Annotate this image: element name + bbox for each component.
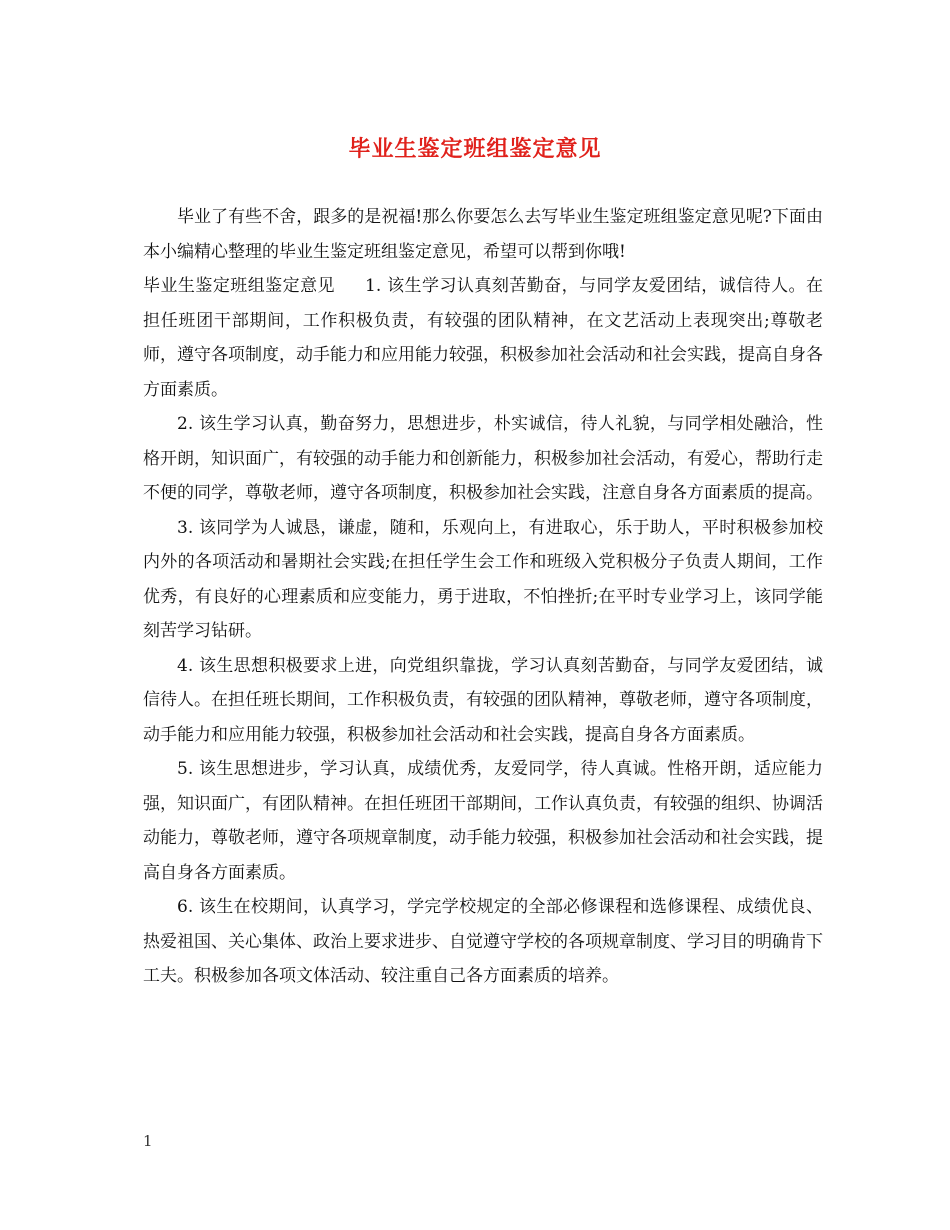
paragraph-6: 6. 该生在校期间，认真学习，学完学校规定的全部必修课程和选修课程、成绩优良、热爱祖国、关心集体、政治上要求进步、自觉遵守学校的各项规章制度、学习目的明确肯下工夫。积极参加各项文体活动、较注重自己各方面素质的培养。 <box>143 897 823 986</box>
intro-paragraph: 毕业了有些不舍，跟多的是祝福!那么你要怎么去写毕业生鉴定班组鉴定意见呢?下面由本小编精心整理的毕业生鉴定班组鉴定意见，希望可以帮到你哦! <box>143 207 823 262</box>
paragraph-2: 2. 该生学习认真，勤奋努力，思想进步，朴实诚信，待人礼貌，与同学相处融洽，性格开朗，知识面广，有较强的动手能力和创新能力，积极参加社会活动，有爱心，帮助行走不便的同学，尊敬老师，遵守各项制度，积极参加社会实践，注意自身各方面素质的提高。 <box>143 414 823 503</box>
page-number: 1 <box>143 1132 153 1150</box>
paragraph-4: 4. 该生思想积极要求上进，向党组织靠拢，学习认真刻苦勤奋，与同学友爱团结，诚信待人。在担任班长期间，工作积极负责，有较强的团队精神，尊敬老师，遵守各项制度，动手能力和应用能力较强，积极参加社会活动和社会实践，提高自身各方面素质。 <box>143 655 823 745</box>
section-label: 毕业生鉴定班组鉴定意见 <box>143 276 336 296</box>
paragraph-5: 5. 该生思想进步，学习认真，成绩优秀，友爱同学，待人真诚。性格开朗，适应能力强，知识面广，有团队精神。在担任班团干部期间，工作认真负责，有较强的组织、协调活动能力，尊敬老师，遵守各项规章制度，动手能力较强，积极参加社会活动和社会实践，提高自身各方面素质。 <box>143 759 823 883</box>
paragraph-3: 3. 该同学为人诚恳，谦虚，随和，乐观向上，有进取心，乐于助人，平时积极参加校内外的各项活动和暑期社会实践;在担任学生会工作和班级入党积极分子负责人期间，工作优秀，有良好的心理素质和应变能力，勇于进取，不怕挫折;在平时专业学习上，该同学能刻苦学习钻研。 <box>143 517 823 641</box>
document-body <box>143 200 823 994</box>
document-title: 毕业生鉴定班组鉴定意见 <box>348 136 602 162</box>
paragraph-1-text: 1. 该生学习认真刻苦勤奋，与同学友爱团结，诚信待人。在担任班团干部期间，工作积极负责，有较强的团队精神，在文艺活动上表现突出;尊敬老师，遵守各项制度，动手能力和应用能力较强，积极参加社会活动和社会实践，提高自身各方面素质。 <box>143 276 824 400</box>
paragraph-1 <box>143 269 823 407</box>
